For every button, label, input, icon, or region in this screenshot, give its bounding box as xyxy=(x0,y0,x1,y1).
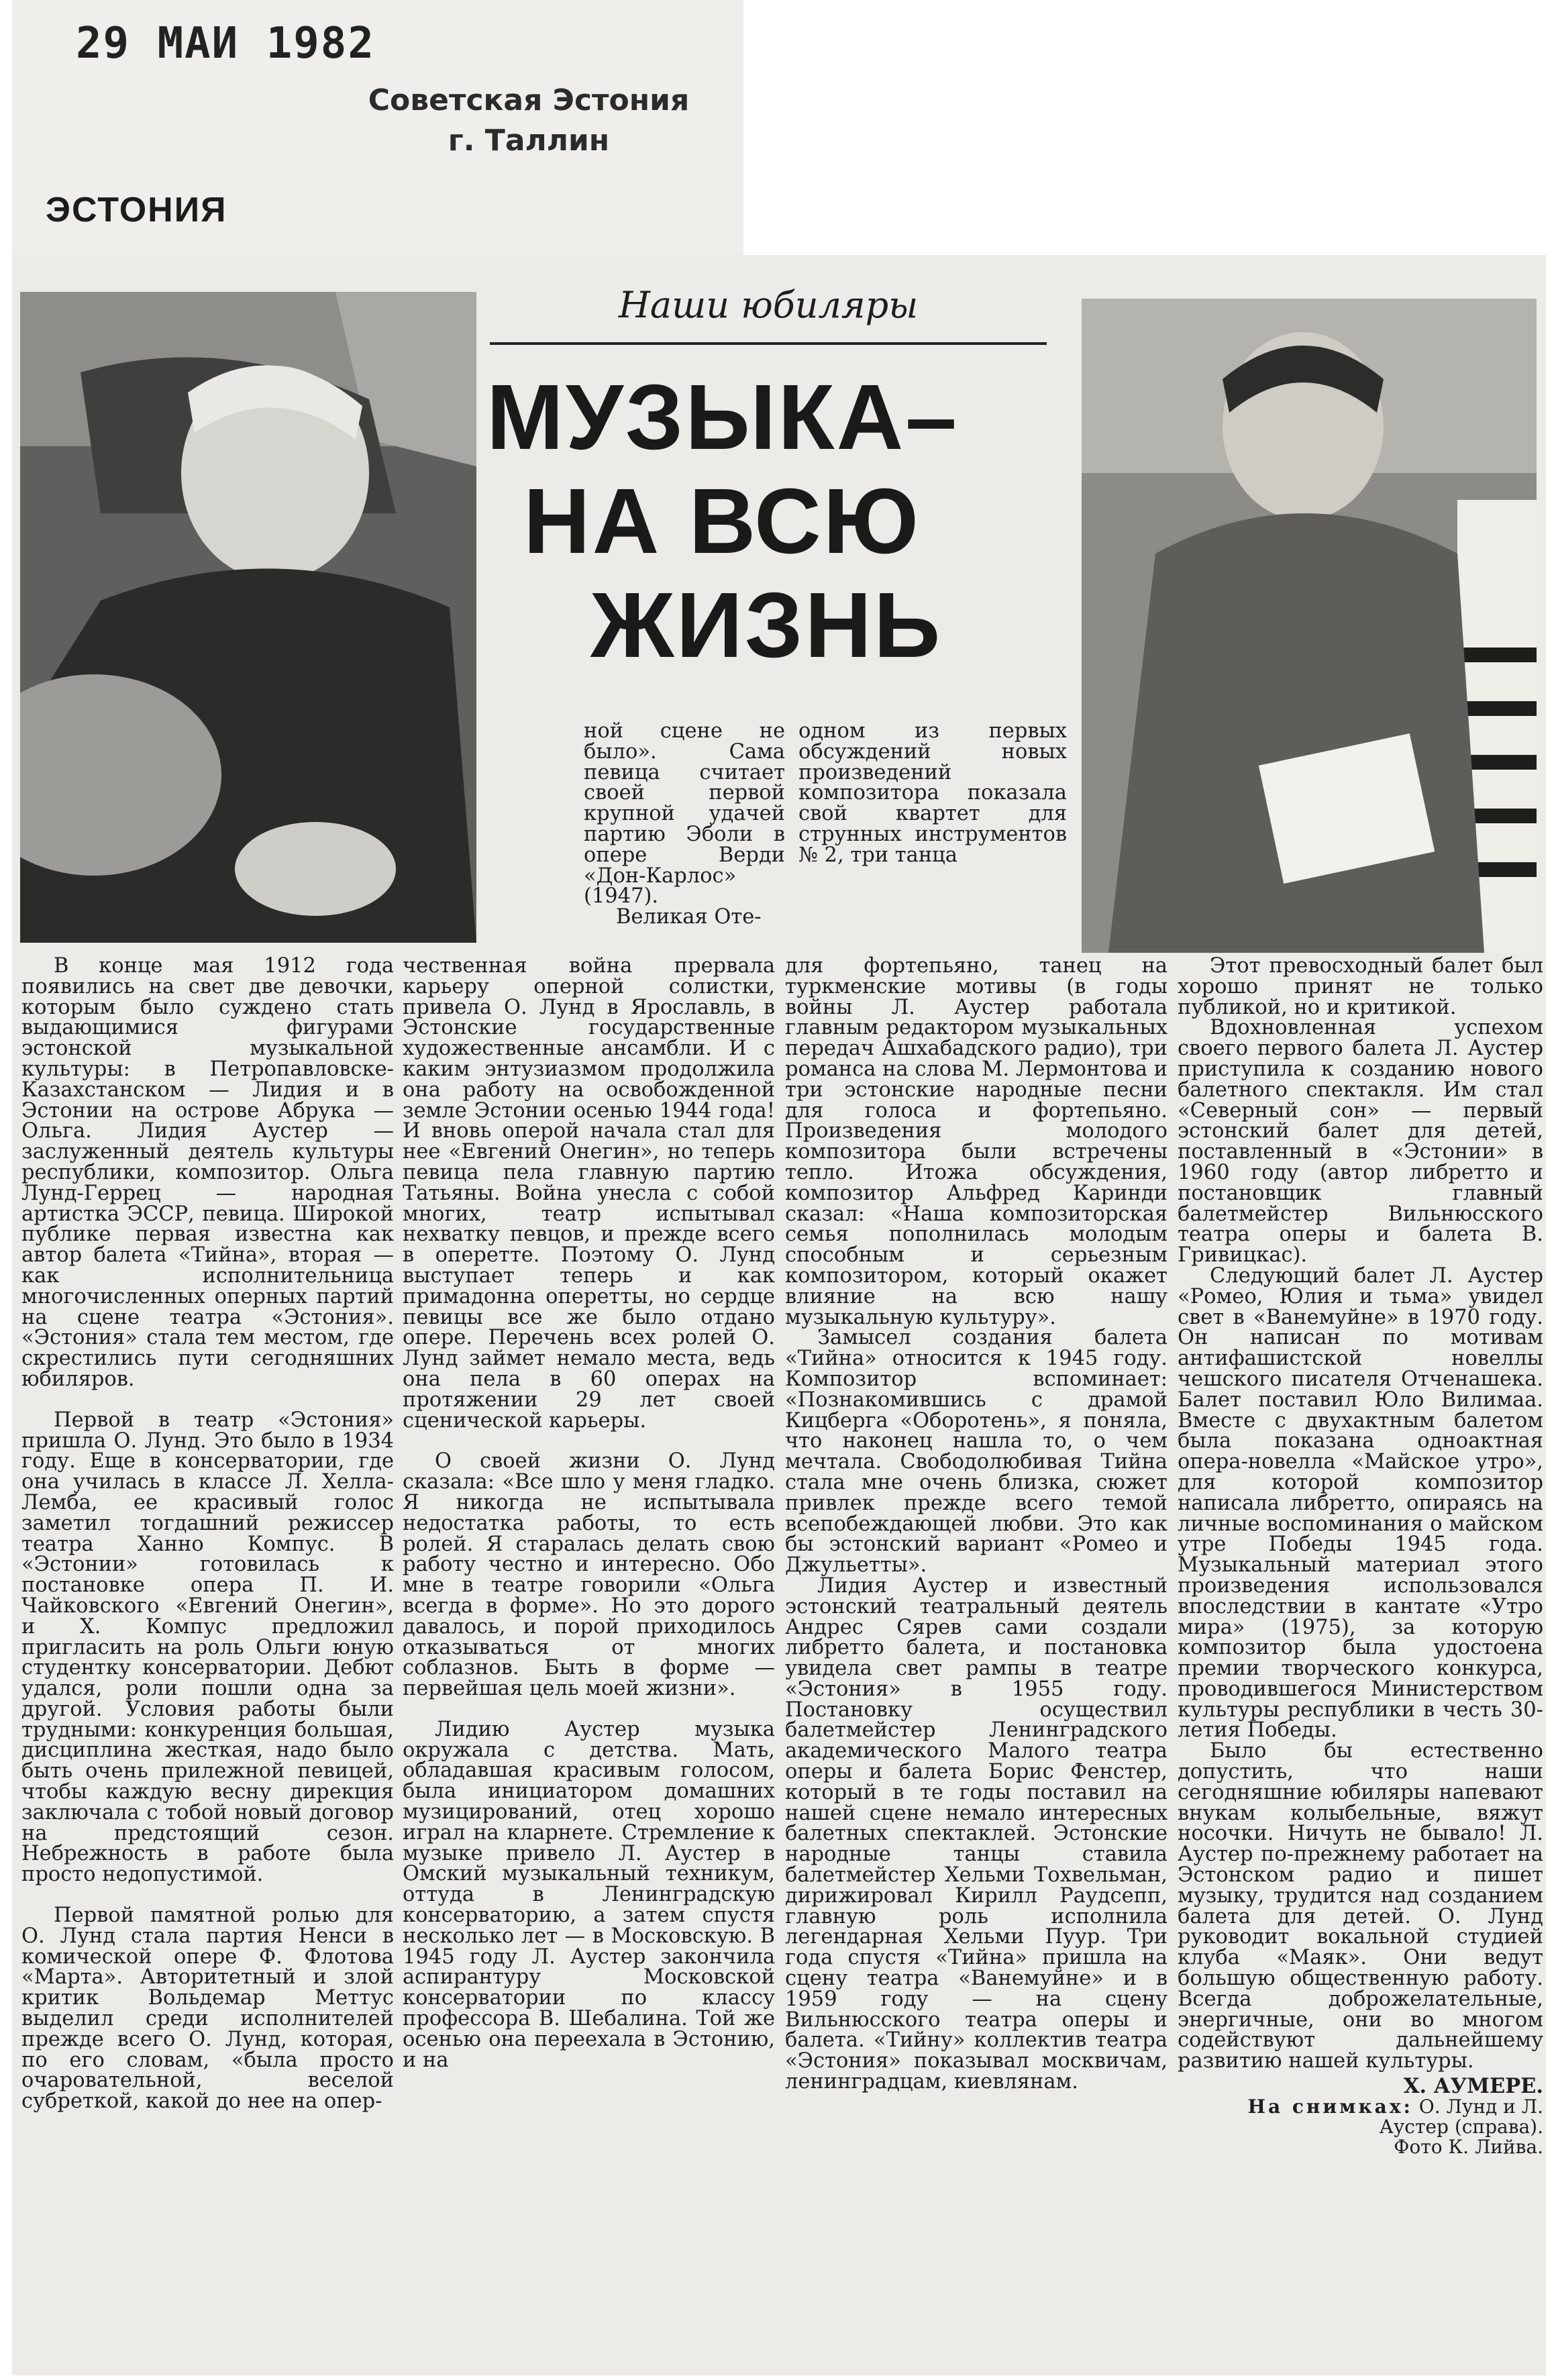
paragraph: Этот превосходный балет был хорошо принят не только публикой, но и критикой. xyxy=(1178,954,1543,1019)
photo-auster xyxy=(1082,299,1537,953)
headline-line-2: НА ВСЮ xyxy=(523,470,921,573)
article-column-c xyxy=(798,721,1067,866)
photo-caption xyxy=(1178,2097,1543,2137)
newspaper-stamp xyxy=(354,81,703,161)
paragraph: Лидию Аустер музыка окружала с детства. Мать, обладавшая красивым голосом, была инициатором домашних музицирований, отец хорошо играл на кларнете. Стремление к музыке привело Л. Аустер в Омский музыкальный техникум, оттуда в Ленинградскую консерваторию, а затем спустя несколько лет — в Московскую. В 1945 году Л. Аустер закончила аспирантуру Московской консерватории по классу профессора В. Шебалина. Той же осенью она переехала в Эстонию, и на xyxy=(403,1717,775,2072)
paragraph: для фортепьяно, танец на туркменские мотивы (в годы войны Л. Аустер работала главным редактором музыкальных передач Ашхабадского радио), три романса на слова М. Лермонтова и три эстонские народные песни для голоса и фортепьяно. Произведения молодого композитора были встречены тепло. Итожа обсуждения, композитор Альфред Каринди сказал: «Наша композиторская семья пополнилась молодым способным и серьезным композитором, который окажет влияние на всю нашу музыкальную культуру». xyxy=(785,954,1168,1329)
headline-line-1: МУЗЫКА– xyxy=(486,366,959,469)
paragraph: Великая Оте- xyxy=(616,905,762,929)
date-stamp: 29 МАИ 1982 xyxy=(76,19,375,68)
paragraph: Лидия Аустер и известный эстонский театральный деятель Андрес Сярев сами создали либретто балета, и постановка увидела свет рампы в театре «Эстония» в 1955 году. Постановку осуществил балетмейстер Ленинградского академического Малого театра оперы и балета Борис Фенстер, который в те годы поставил на нашей сцене немало интересных балетных спектаклей. Эстонские народные танцы ставила балетмейстер Хельми Тохвельман, дирижировал Кирилл Раудсепп, главную роль исполнила легендарная Хельми Пуур. Три года спустя «Тийна» пришла на сцену театра «Ванемуйне» и в 1959 году — на сцену Вильнюсского театра оперы и балета. «Тийну» коллектив театра «Эстония» показывал москвичам, ленинградцам, киевлянам. xyxy=(785,1573,1168,2094)
author-signature: Х. АУМЕРЕ. xyxy=(1403,2074,1543,2099)
photo-credit: Фото К. Лийва. xyxy=(1394,2135,1543,2158)
article-column-4 xyxy=(1178,956,1543,2157)
photo-lund xyxy=(20,292,476,943)
portrait-lund-image xyxy=(20,292,476,943)
paragraph: Первой памятной ролью для О. Лунд стала партия Ненси в комической опере Ф. Флотова «Марта». Авторитетный и злой критик Вольдемар Меттус выделил среди исполнителей прежде всего О. Лунд, которая, по его словам, «была просто очаровательной, веселой субреткой, какой до нее на опер- xyxy=(21,1904,394,2114)
headline-line-3: ЖИЗНЬ xyxy=(590,574,943,677)
paragraph: Вдохновленная успехом своего первого балета Л. Аустер приступила к созданию нового балетного спектакля. Им стал «Северный сон» — первый эстонский балет для детей, поставленный в «Эстонии» в 1960 году (автор либретто и постановщик главный балетмейстер Вильнюсского театра оперы и балета В. Гривицкас). xyxy=(1178,1016,1543,1267)
paragraph: Следующий балет Л. Аустер «Ромео, Юлия и тьма» увидел свет в «Ванемуйне» в 1970 году. Он написан по мотивам антифашистской новеллы чешского писателя Отченашека. Балет поставил Юло Вилимаа. Вместе с двухактным балетом была показана одноактная опера-новелла «Майское утро», для которой композитор написала либретто, опираясь на личные воспоминания о майском утре Победы 1945 года. Музыкальный материал этого произведения использовался впоследствии в кантате «Утро мира» (1975), за которую композитор была удостоена премии творческого конкурса, проводившегося Министерством культуры республики в честь 30-летия Победы. xyxy=(1178,1263,1543,1743)
paragraph: Первой в театр «Эстония» пришла О. Лунд. Это было в 1934 году. Еще в консерватории, где она училась в классе Л. Хелла-Лемба, ее красивый голос заметил тогдашний режиссер театра Ханно Компус. В «Эстонии» готовилась к постановке опера П. И. Чайковского «Евгений Онегин», и Х. Компус предложил пригласить на роль Ольги юную студентку консерватории. Дебют удался, роли пошли одна за другой. Условия работы были трудными: конкуренция большая, дисциплина жесткая, надо было быть очень прилежной певицей, чтобы каждую весну дирекция заключала с тобой новый договор на предстоящий сезон. Небрежность в работе была просто недопустимой. xyxy=(21,1408,394,1887)
article-column-b xyxy=(584,721,785,928)
portrait-auster-image xyxy=(1082,299,1537,953)
caption-text: О. Лунд и Л. Аустер (справа). xyxy=(1379,2095,1543,2138)
article-column-1 xyxy=(21,956,394,2112)
paragraph: ной сцене не было». Сама певица считает своей первой крупной удачей партию Эболи в опере Верди «Дон-Карлос» (1947). xyxy=(584,719,785,909)
clipping-header-strip xyxy=(12,0,743,268)
paragraph: Замысел создания балета «Тийна» относится к 1945 году. Композитор вспоминает: «Познакомившись с драмой Кицберга «Оборотень», я поняла, что наконец нашла то, о чем мечтала. Свободолюбивая Тийна стала мне очень близка, сюжет привлек прежде всего темой всепобеждающей любви. Это как бы эстонский вариант «Ромео и Джульетты». xyxy=(785,1326,1168,1577)
caption-label: На снимках: xyxy=(1247,2095,1413,2118)
article-column-2 xyxy=(403,956,775,2071)
newspaper-city: г. Таллин xyxy=(448,123,610,158)
paragraph: одном из первых обсуждений новых произведений композитора показала свой квартет для струнных инструментов № 2, три танца xyxy=(798,719,1067,867)
section-label: ЭСТОНИЯ xyxy=(46,191,227,229)
paragraph: Было бы естественно допустить, что наши сегодняшние юбиляры напевают внукам колыбельные, вяжут носочки. Ничуть не бывало! Л. Аустер по-прежнему работает на Эстонском радио и пишет музыку, трудится над созданием балета для детей. О. Лунд руководит вокальной студией клуба «Маяк». Они ведут большую общественную работу. Всегда доброжелательные, энергичные, они во многом содействуют дальнейшему развитию нашей культуры. xyxy=(1178,1739,1543,2073)
headline xyxy=(486,366,1077,678)
rubric-divider xyxy=(490,342,1047,345)
paragraph: О своей жизни О. Лунд сказала: «Все шло у меня гладко. Я никогда не испытывала недостатка работы, то есть ролей. Я старалась делать свою работу честно и интересно. Обо мне в театре говорили «Ольга всегда в форме». Но это дорого давалось, и порой приходилось отказываться от многих соблазнов. Быть в форме — первейшая цель моей жизни». xyxy=(403,1449,775,1701)
article-column-3 xyxy=(785,956,1168,2093)
newspaper-name: Советская Эстония xyxy=(368,83,690,117)
paragraph: В конце мая 1912 года появились на свет две девочки, которым было суждено стать выдающимися фигурами эстонской музыкальной культуры: в Петропавловске-Казахстанском — Лидия и в Эстонии на острове Абрука — Ольга. Лидия Аустер — заслуженный деятель культуры республики, композитор. Ольга Лунд-Геррец — народная артистка ЭССР, певица. Широкой публике первая известна как автор балета «Тийна», вторая — как исполнительница многочисленных оперных партий на сцене театра «Эстония». «Эстония» стала тем местом, где скрестились пути сегодняшних юбиляров. xyxy=(21,954,394,1391)
rubric-title: Наши юбиляры xyxy=(618,284,919,326)
paragraph: чественная война прервала карьеру оперной солистки, привела О. Лунд в Ярославль, в Эстонские государственные художественные ансамбли. И с каким энтузиазмом продолжила она работу на освобожденной земле Эстонии осенью 1944 года! И вновь оперой начала стал для нее «Евгений Онегин», но теперь певица пела главную партию Татьяны. Война унесла с собой многих, театр испытывал нехватку певцов, и прежде всего в оперетте. Поэтому О. Лунд выступает теперь и как примадонна оперетты, но сердце певицы все же было отдано опере. Перечень всех ролей О. Лунд займет немало места, ведь она пела в 60 операх на протяжении 29 лет своей сценической карьеры. xyxy=(403,954,775,1433)
